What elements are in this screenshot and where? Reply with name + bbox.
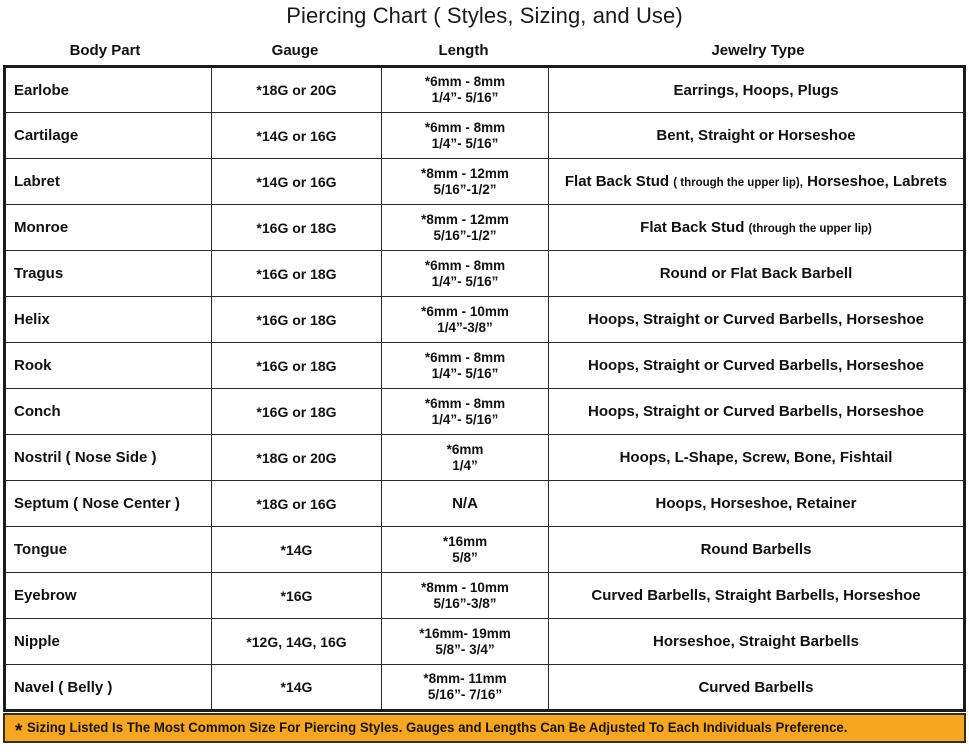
table-row bbox=[5, 619, 965, 665]
cell-jewelry-type bbox=[549, 343, 965, 389]
jewelry-type-main: Bent, Straight or Horseshoe bbox=[656, 127, 856, 144]
cell-gauge: *16G or 18G bbox=[212, 251, 382, 297]
cell-body-part: Monroe bbox=[5, 205, 212, 251]
cell-gauge: *14G or 16G bbox=[212, 159, 382, 205]
cell-gauge: *14G or 16G bbox=[212, 113, 382, 159]
length-millimeters: *16mm- 19mm bbox=[419, 625, 511, 641]
chart-table-body bbox=[5, 67, 965, 711]
table-row bbox=[5, 343, 965, 389]
sizing-disclaimer-banner bbox=[3, 713, 966, 743]
length-millimeters: *6mm - 8mm bbox=[424, 119, 506, 135]
cell-gauge: *12G, 14G, 16G bbox=[212, 619, 382, 665]
cell-jewelry-type bbox=[549, 251, 965, 297]
cell-body-part: Eyebrow bbox=[5, 573, 212, 619]
cell-gauge: *16G or 18G bbox=[212, 205, 382, 251]
jewelry-type-main: Horseshoe, Straight Barbells bbox=[653, 633, 859, 650]
table-row bbox=[5, 573, 965, 619]
cell-gauge: *14G bbox=[212, 665, 382, 711]
cell-length bbox=[382, 205, 549, 251]
column-header-gauge: Gauge bbox=[271, 41, 319, 59]
jewelry-type-main: Flat Back Stud bbox=[640, 219, 745, 236]
table-row bbox=[5, 389, 965, 435]
length-millimeters: *6mm - 8mm bbox=[424, 395, 506, 411]
cell-jewelry-type bbox=[549, 205, 965, 251]
asterisk-icon: * bbox=[15, 720, 23, 742]
length-inches: 5/16”-3/8” bbox=[433, 595, 497, 611]
sizing-disclaimer-text: Sizing Listed Is The Most Common Size For Piercing Styles. Gauges and Lengths Can Be Adjusted To Each Individuals Preference. bbox=[27, 720, 848, 736]
length-millimeters: N/A bbox=[452, 494, 478, 512]
cell-gauge: *16G bbox=[212, 573, 382, 619]
cell-body-part: Tragus bbox=[5, 251, 212, 297]
length-inches: 1/4”- 5/16” bbox=[431, 90, 499, 105]
cell-jewelry-type bbox=[549, 159, 965, 205]
length-inches: 5/16”-1/2” bbox=[433, 227, 497, 243]
jewelry-type-main: Curved Barbells bbox=[698, 678, 814, 696]
length-inches: 1/4” bbox=[452, 457, 478, 473]
length-millimeters: *16mm bbox=[442, 533, 488, 549]
length-millimeters: *6mm - 8mm bbox=[424, 74, 506, 90]
cell-length bbox=[382, 343, 549, 389]
column-header-row bbox=[0, 38, 969, 62]
cell-length bbox=[382, 435, 549, 481]
length-inches: 5/8” bbox=[452, 549, 478, 565]
cell-jewelry-type bbox=[549, 573, 965, 619]
length-inches: 1/4”- 5/16” bbox=[431, 365, 499, 381]
cell-jewelry-type bbox=[549, 113, 965, 159]
length-millimeters: *8mm- 11mm bbox=[423, 671, 507, 687]
cell-length bbox=[382, 113, 549, 159]
jewelry-type-note: (through the upper lip) bbox=[748, 223, 872, 235]
length-millimeters: *8mm - 12mm bbox=[421, 165, 509, 181]
jewelry-type-main: Round Barbells bbox=[700, 541, 812, 558]
table-row bbox=[5, 251, 965, 297]
jewelry-type-tail: Horseshoe, Labrets bbox=[807, 173, 948, 190]
column-header-jewelry-type: Jewelry Type bbox=[711, 41, 805, 59]
length-inches: 1/4”-3/8” bbox=[437, 319, 493, 335]
cell-jewelry-type bbox=[549, 665, 965, 711]
page-title: Piercing Chart ( Styles, Sizing, and Use) bbox=[286, 3, 683, 28]
cell-jewelry-type bbox=[549, 297, 965, 343]
jewelry-type-main: Hoops, Straight or Curved Barbells, Horseshoe bbox=[588, 311, 924, 328]
length-inches: 1/4”- 5/16” bbox=[431, 411, 499, 427]
length-inches: 1/4”- 5/16” bbox=[431, 135, 499, 151]
cell-body-part: Rook bbox=[5, 343, 212, 389]
table-row bbox=[5, 665, 965, 711]
table-row bbox=[5, 159, 965, 205]
cell-gauge: *18G or 16G bbox=[212, 481, 382, 527]
cell-body-part: Nipple bbox=[5, 619, 212, 665]
cell-length bbox=[382, 527, 549, 573]
cell-gauge: *16G or 18G bbox=[212, 297, 382, 343]
cell-jewelry-type bbox=[549, 481, 965, 527]
cell-body-part: Conch bbox=[5, 389, 212, 435]
cell-body-part: Earlobe bbox=[5, 67, 212, 113]
cell-gauge: *18G or 20G bbox=[212, 67, 382, 113]
column-header-body-part: Body Part bbox=[69, 41, 141, 59]
jewelry-type-main: Round or Flat Back Barbell bbox=[659, 265, 853, 282]
table-row bbox=[5, 297, 965, 343]
table-row bbox=[5, 113, 965, 159]
cell-jewelry-type bbox=[549, 527, 965, 573]
length-inches: 1/4”- 5/16” bbox=[431, 273, 499, 289]
length-millimeters: *8mm - 10mm bbox=[421, 579, 509, 595]
jewelry-type-main: Hoops, Straight or Curved Barbells, Horseshoe bbox=[588, 403, 924, 420]
cell-length bbox=[382, 665, 549, 711]
jewelry-type-main: Hoops, L-Shape, Screw, Bone, Fishtail bbox=[619, 449, 893, 466]
cell-length bbox=[382, 389, 549, 435]
table-row bbox=[5, 67, 965, 113]
length-inches: 5/8”- 3/4” bbox=[435, 641, 495, 657]
cell-body-part: Septum ( Nose Center ) bbox=[5, 481, 212, 527]
cell-jewelry-type bbox=[549, 435, 965, 481]
cell-length bbox=[382, 251, 549, 297]
cell-body-part: Helix bbox=[5, 297, 212, 343]
length-millimeters: *8mm - 12mm bbox=[421, 211, 509, 227]
length-millimeters: *6mm - 8mm bbox=[424, 349, 506, 365]
piercing-chart-table bbox=[3, 65, 966, 712]
cell-gauge: *18G or 20G bbox=[212, 435, 382, 481]
cell-gauge: *16G or 18G bbox=[212, 343, 382, 389]
cell-length bbox=[382, 159, 549, 205]
cell-gauge: *16G or 18G bbox=[212, 389, 382, 435]
cell-jewelry-type bbox=[549, 389, 965, 435]
cell-length bbox=[382, 573, 549, 619]
cell-length bbox=[382, 297, 549, 343]
cell-length bbox=[382, 67, 549, 113]
jewelry-type-main: Curved Barbells, Straight Barbells, Horseshoe bbox=[591, 587, 921, 604]
length-millimeters: *6mm - 8mm bbox=[424, 257, 506, 273]
cell-jewelry-type bbox=[549, 619, 965, 665]
table-row bbox=[5, 527, 965, 573]
column-header-length: Length bbox=[438, 41, 489, 59]
table-row bbox=[5, 205, 965, 251]
cell-body-part: Labret bbox=[5, 159, 212, 205]
cell-gauge: *14G bbox=[212, 527, 382, 573]
jewelry-type-main: Hoops, Horseshoe, Retainer bbox=[655, 495, 857, 512]
length-millimeters: *6mm - 10mm bbox=[421, 303, 509, 319]
cell-length bbox=[382, 619, 549, 665]
jewelry-type-main: Earrings, Hoops, Plugs bbox=[673, 81, 839, 99]
cell-body-part: Cartilage bbox=[5, 113, 212, 159]
length-millimeters: *6mm bbox=[446, 441, 484, 457]
cell-length bbox=[382, 481, 549, 527]
table-row bbox=[5, 435, 965, 481]
jewelry-type-main: Hoops, Straight or Curved Barbells, Horseshoe bbox=[588, 357, 924, 374]
length-inches: 5/16”- 7/16” bbox=[427, 687, 503, 702]
cell-body-part: Navel ( Belly ) bbox=[5, 665, 212, 711]
cell-body-part: Tongue bbox=[5, 527, 212, 573]
jewelry-type-note: ( through the upper lip), bbox=[673, 177, 803, 189]
table-row bbox=[5, 481, 965, 527]
jewelry-type-main: Flat Back Stud bbox=[564, 173, 670, 190]
cell-body-part: Nostril ( Nose Side ) bbox=[5, 435, 212, 481]
cell-jewelry-type bbox=[549, 67, 965, 113]
length-inches: 5/16”-1/2” bbox=[433, 181, 497, 197]
